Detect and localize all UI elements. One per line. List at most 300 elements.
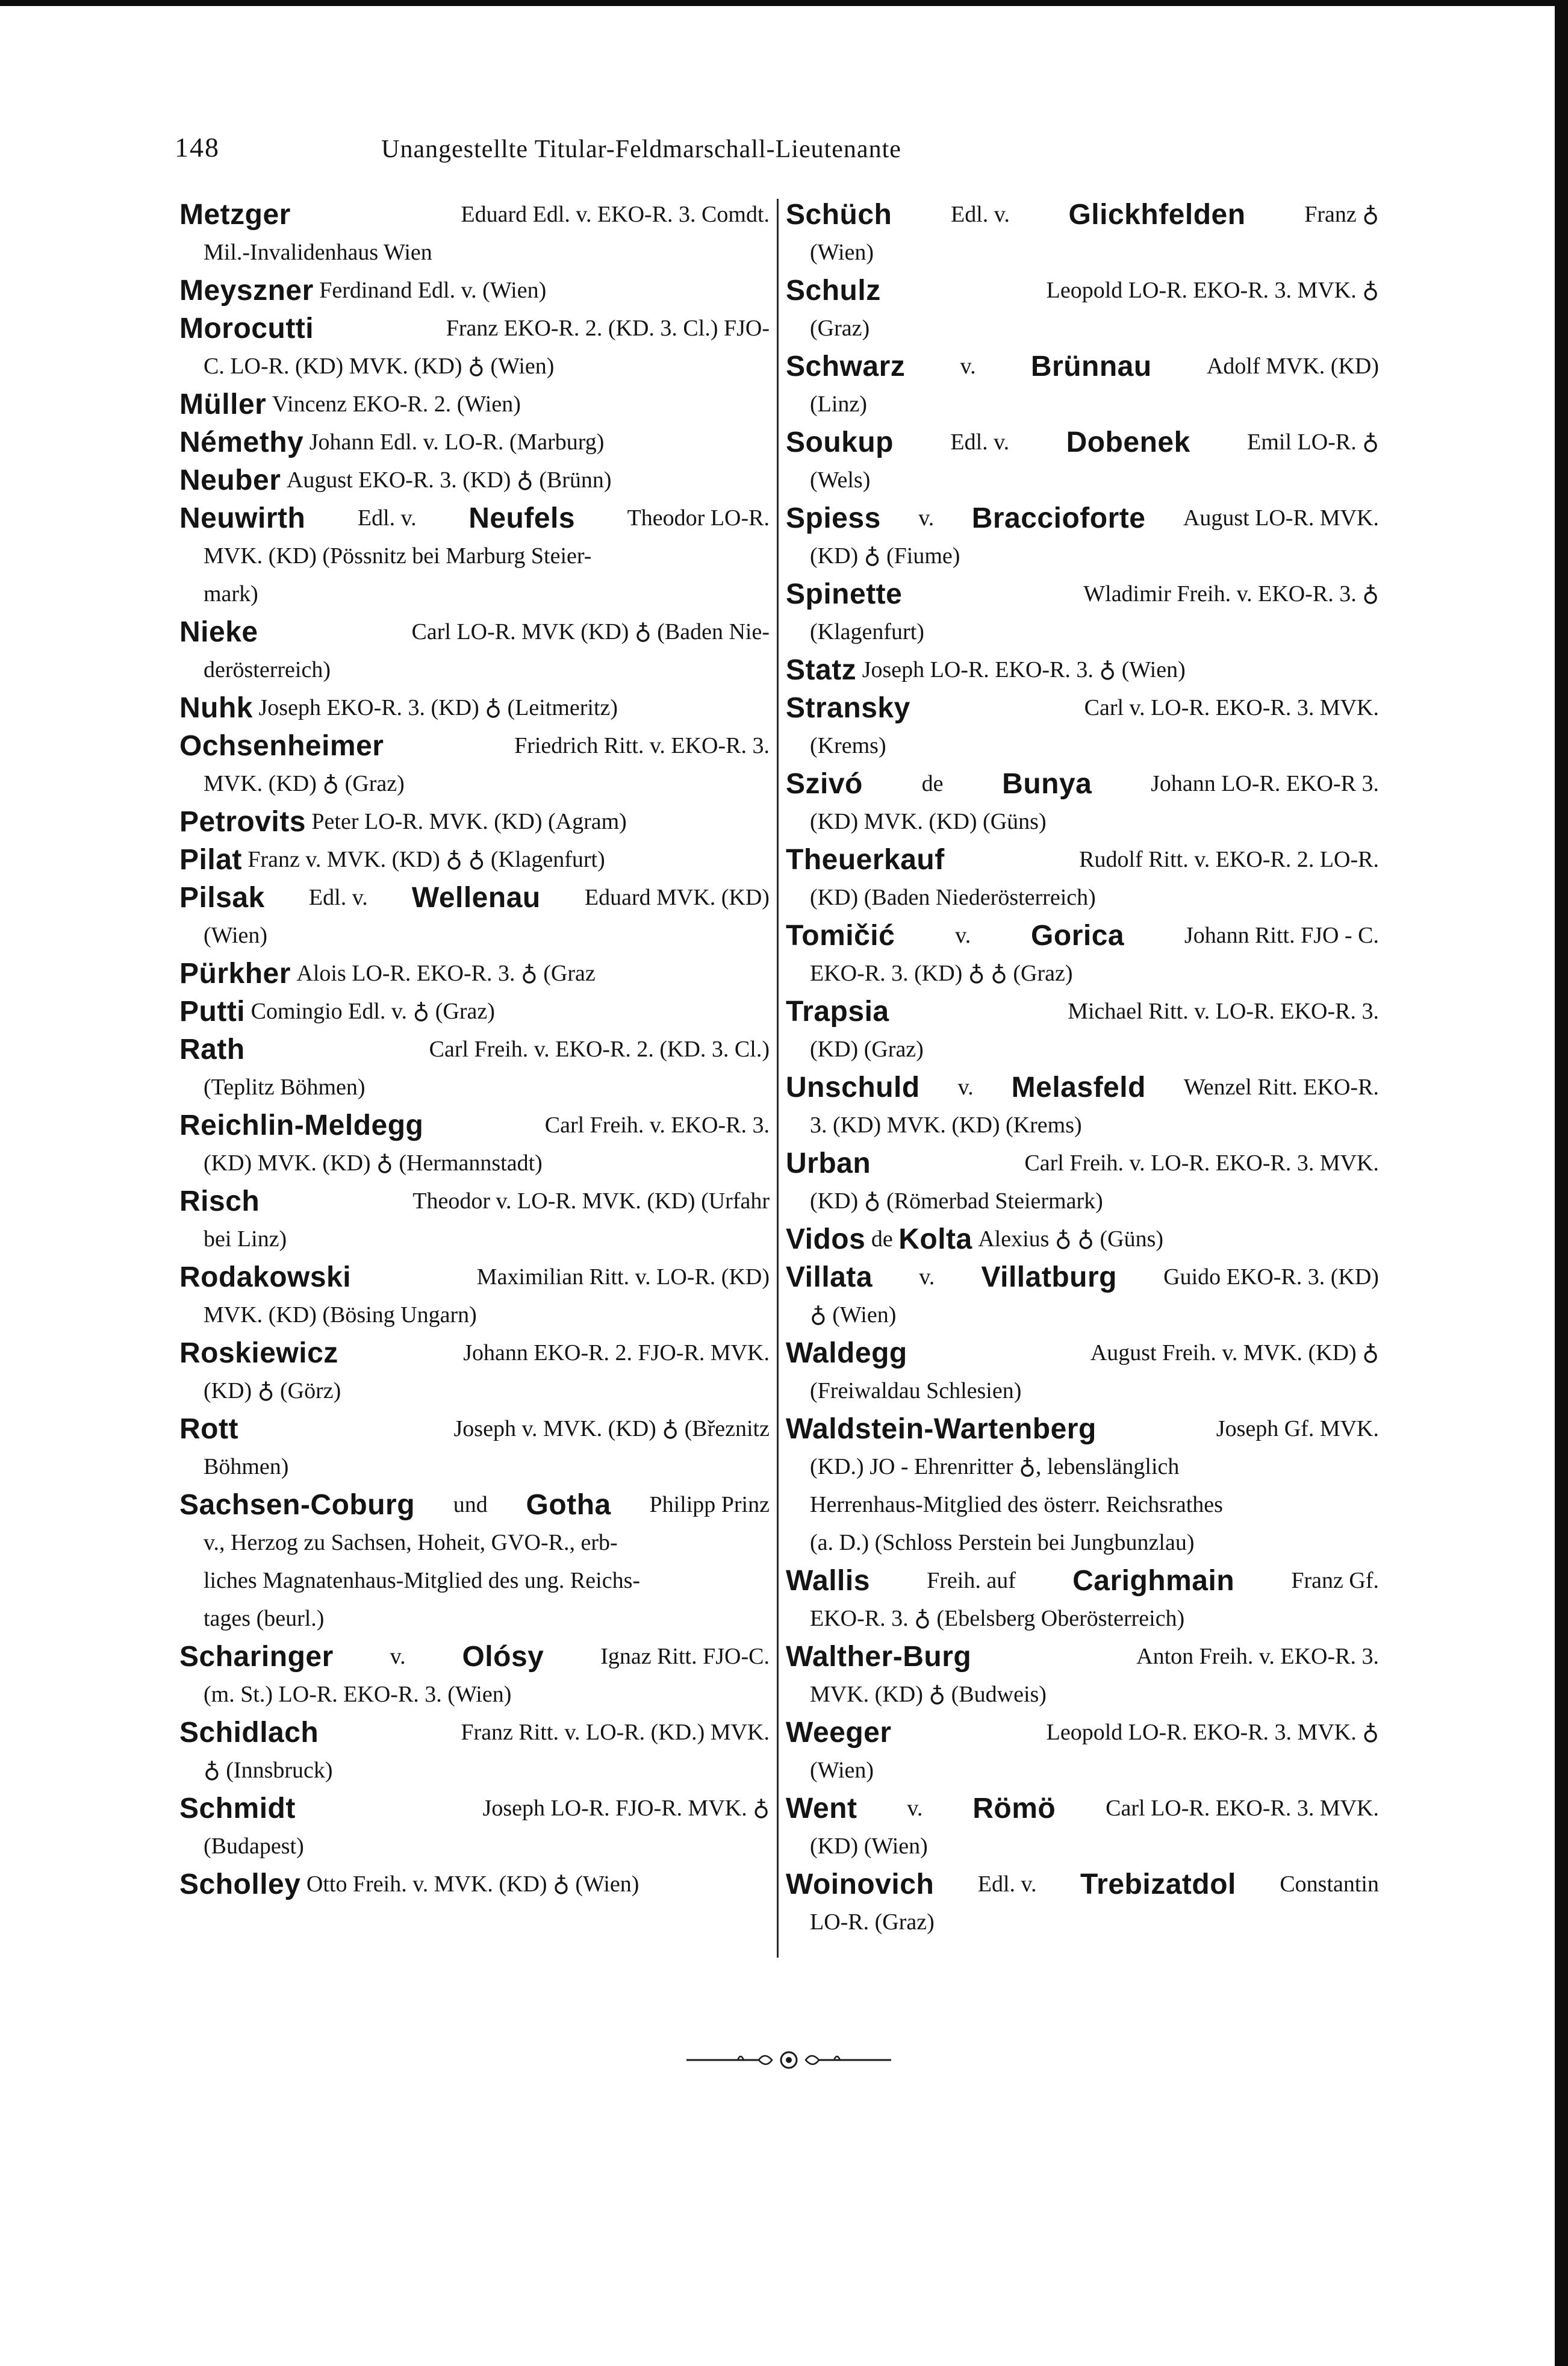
entry-line — [786, 1903, 1379, 1941]
entry-text: Carl LO-R. EKO-R. 3. MVK. — [1106, 1796, 1379, 1821]
entry-text: (m. St.) LO-R. EKO-R. 3. (Wien) — [204, 1682, 512, 1707]
entry — [786, 1562, 1379, 1638]
entry-line — [179, 727, 770, 765]
entry-text: Peter LO-R. MVK. (KD) (Agram) — [311, 809, 627, 834]
entry-text: derösterreich) — [204, 657, 331, 682]
entry-text: Constantin — [1280, 1871, 1379, 1897]
entry-text: Vincenz EKO-R. 2. (Wien) — [272, 392, 521, 417]
entry-text: MVK. (KD) (Bösing Ungarn) — [204, 1302, 477, 1328]
entry-line — [179, 234, 770, 272]
entry-text: v. — [957, 1075, 974, 1100]
left-column — [179, 196, 770, 1903]
entry-text: Comingio Edl. v. ♁ (Graz) — [250, 999, 495, 1024]
scan-edge-right — [1555, 0, 1568, 2366]
surname: Risch — [179, 1185, 260, 1217]
entry — [786, 196, 1379, 272]
entry-text: Michael Ritt. v. LO-R. EKO-R. 3. — [1068, 999, 1379, 1024]
entry-line — [786, 1220, 1379, 1258]
entry-text: ♁ (Wien) — [810, 1302, 897, 1328]
entry-line — [786, 537, 1379, 575]
entry-line — [179, 1524, 770, 1562]
entry-line — [179, 879, 770, 917]
entry-text: Eduard Edl. v. EKO-R. 3. Comdt. — [461, 202, 770, 227]
entry-line — [786, 727, 1379, 765]
entry-text: (Freiwaldau Schlesien) — [810, 1378, 1022, 1403]
entry-line — [179, 1069, 770, 1107]
surname: Kolta — [898, 1223, 972, 1255]
entry-text: (KD) (Baden Niederösterreich) — [810, 885, 1096, 910]
entry-line — [786, 917, 1379, 955]
surname: Gotha — [526, 1489, 611, 1521]
entry-line — [179, 917, 770, 955]
surname: Reichlin-Meldegg — [179, 1110, 424, 1141]
surname: Melasfeld — [1011, 1072, 1146, 1103]
entry-line — [179, 1031, 770, 1069]
entry-line — [786, 1714, 1379, 1752]
entry-line — [786, 993, 1379, 1031]
surname: Scharinger — [179, 1641, 334, 1673]
entry-line — [786, 423, 1379, 461]
entry-line — [179, 196, 770, 234]
entry-text: Edl. v. — [308, 885, 368, 910]
entry — [786, 917, 1379, 993]
surname: Carighmain — [1072, 1565, 1235, 1597]
surname: Stransky — [786, 692, 910, 724]
entry-text: Wladimir Freih. v. EKO-R. 3. ♁ — [1083, 581, 1379, 607]
surname: Pilsak — [179, 882, 265, 914]
entry-text: Joseph Gf. MVK. — [1216, 1416, 1379, 1441]
surname: Statz — [786, 654, 857, 686]
entry — [179, 879, 770, 955]
surname: Villata — [786, 1261, 873, 1293]
surname: Nuhk — [179, 692, 253, 724]
entry-text: Friedrich Ritt. v. EKO-R. 3. — [514, 733, 770, 758]
surname: Neuber — [179, 464, 281, 496]
entry-line — [786, 1334, 1379, 1372]
entry — [179, 272, 770, 310]
entry — [786, 1144, 1379, 1220]
entry-text: Maximilian Ritt. v. LO-R. (KD) — [476, 1264, 770, 1290]
surname: Ochsenheimer — [179, 730, 384, 762]
entry — [179, 689, 770, 727]
entry — [786, 689, 1379, 765]
entry-text: (Krems) — [810, 733, 886, 758]
entry-line — [179, 310, 770, 348]
entry — [179, 803, 770, 841]
entry-line — [179, 841, 770, 879]
entry-text: Herrenhaus-Mitglied des österr. Reichsrathes — [810, 1492, 1223, 1517]
entry-text: Carl v. LO-R. EKO-R. 3. MVK. — [1084, 695, 1379, 720]
entry — [179, 499, 770, 613]
entry-line — [786, 348, 1379, 385]
surname: Nieke — [179, 616, 258, 648]
entry-line — [179, 1638, 770, 1676]
surname: Rott — [179, 1413, 238, 1445]
entry-line — [179, 1790, 770, 1828]
entry — [179, 1790, 770, 1865]
surname: Szivó — [786, 768, 863, 800]
surname: Schmidt — [179, 1793, 296, 1824]
entry-text: Carl Freih. v. EKO-R. 2. (KD. 3. Cl.) — [429, 1037, 770, 1062]
entry-line — [786, 1790, 1379, 1828]
entry-text: Adolf MVK. (KD) — [1206, 354, 1379, 379]
entry — [786, 1714, 1379, 1790]
entry — [786, 1638, 1379, 1714]
surname: Trapsia — [786, 996, 889, 1028]
entry-text: Edl. v. — [951, 202, 1010, 227]
surname: Waldegg — [786, 1337, 907, 1369]
entry-line — [179, 1714, 770, 1752]
surname: Spiess — [786, 502, 881, 534]
page-header — [175, 131, 1108, 179]
entry-line — [786, 955, 1379, 993]
surname: Schulz — [786, 275, 881, 307]
entry-text: MVK. (KD) (Pössnitz bei Marburg Steier- — [204, 543, 592, 569]
entry — [786, 575, 1379, 651]
entry-line — [786, 272, 1379, 310]
entry — [786, 765, 1379, 841]
entry-line — [786, 499, 1379, 537]
entry-line — [179, 348, 770, 385]
entry — [179, 1334, 770, 1410]
entry-line — [179, 689, 770, 727]
entry-line — [179, 1828, 770, 1865]
entry-text: v., Herzog zu Sachsen, Hoheit, GVO-R., erb- — [204, 1530, 618, 1555]
entry-text: C. LO-R. (KD) MVK. (KD) ♁ (Wien) — [204, 354, 555, 379]
entry-line — [786, 1562, 1379, 1600]
surname: Villatburg — [981, 1261, 1117, 1293]
entry-text: Eduard MVK. (KD) — [584, 885, 770, 910]
entry-line — [786, 1752, 1379, 1790]
surname: Brünnau — [1030, 351, 1152, 382]
surname: Walther-Burg — [786, 1641, 972, 1673]
entry-text: v. — [918, 505, 935, 531]
entry-text: Johann Edl. v. LO-R. (Marburg) — [309, 429, 605, 455]
entry-text: Carl Freih. v. EKO-R. 3. — [544, 1113, 770, 1138]
entry-line — [786, 803, 1379, 841]
entry-line — [786, 1865, 1379, 1903]
entry-text: August EKO-R. 3. (KD) ♁ (Brünn) — [286, 467, 612, 493]
surname: Weeger — [786, 1717, 892, 1749]
entry-line — [179, 499, 770, 537]
surname: Morocutti — [179, 313, 314, 345]
entry-line — [179, 1562, 770, 1600]
surname: Theuerkauf — [786, 844, 945, 876]
entry — [179, 1410, 770, 1486]
entry-line — [786, 689, 1379, 727]
entry-text: (Wels) — [810, 467, 871, 493]
entry-text: Johann Ritt. FJO - C. — [1184, 923, 1379, 948]
entry-line — [179, 1372, 770, 1410]
entry-text: Freih. auf — [927, 1568, 1016, 1593]
entry — [179, 1865, 770, 1903]
entry-line — [786, 651, 1379, 689]
page-number: 148 — [175, 132, 220, 163]
entry-text: Carl Freih. v. LO-R. EKO-R. 3. MVK. — [1024, 1150, 1379, 1176]
entry-line — [786, 1144, 1379, 1182]
entry-line — [786, 1258, 1379, 1296]
entry-line — [786, 1410, 1379, 1448]
entry-text: liches Magnatenhaus-Mitglied des ung. Reichs- — [204, 1568, 641, 1593]
surname: Meyszner — [179, 275, 314, 307]
entry-line — [179, 1676, 770, 1714]
entry-line — [786, 1524, 1379, 1562]
entry — [179, 423, 770, 461]
surname: Braccioforte — [971, 502, 1146, 534]
entry-line — [786, 1448, 1379, 1486]
entry — [179, 196, 770, 272]
entry-line — [786, 1600, 1379, 1638]
entry-line — [179, 1865, 770, 1903]
entry-line — [786, 1031, 1379, 1069]
entry-line — [179, 575, 770, 613]
entry-text: Franz EKO-R. 2. (KD. 3. Cl.) FJO- — [446, 316, 770, 341]
surname: Went — [786, 1793, 857, 1824]
entry — [179, 1182, 770, 1258]
entry-text: Wenzel Ritt. EKO-R. — [1183, 1075, 1379, 1100]
entry-text: mark) — [204, 581, 258, 607]
surname: Scholley — [179, 1868, 301, 1900]
entry-line — [179, 272, 770, 310]
entry-text: (Wien) — [810, 1758, 874, 1783]
entry-line — [786, 461, 1379, 499]
entry — [179, 1486, 770, 1638]
entry-line — [786, 1638, 1379, 1676]
entry — [179, 1107, 770, 1182]
entry — [786, 499, 1379, 575]
entry-text: de — [871, 1226, 893, 1252]
entry-line — [786, 1372, 1379, 1410]
entry-text: Franz Gf. — [1291, 1568, 1379, 1593]
entry — [786, 841, 1379, 917]
entry-text: Joseph EKO-R. 3. (KD) ♁ (Leitmeritz) — [258, 695, 618, 720]
entry-text: de — [921, 771, 944, 796]
entry-text: (KD) (Wien) — [810, 1834, 928, 1859]
entry-text: (KD.) JO - Ehrenritter ♁, lebenslänglich — [810, 1454, 1180, 1479]
entry-text: (KD) ♁ (Görz) — [204, 1378, 341, 1403]
entry-line — [179, 385, 770, 423]
entry-text: Franz Ritt. v. LO-R. (KD.) MVK. — [461, 1720, 770, 1745]
entry-text: MVK. (KD) ♁ (Graz) — [204, 771, 405, 796]
entry-text: (KD) ♁ (Fiume) — [810, 543, 960, 569]
entry-line — [179, 651, 770, 689]
surname: Neufels — [468, 502, 576, 534]
entry — [786, 348, 1379, 423]
entry-line — [786, 1296, 1379, 1334]
running-head: Unangestellte Titular-Feldmarschall-Lieutenante — [381, 136, 901, 163]
entry-text: 3. (KD) MVK. (KD) (Krems) — [810, 1113, 1082, 1138]
entry-text: Leopold LO-R. EKO-R. 3. MVK. ♁ — [1046, 278, 1379, 303]
surname: Rodakowski — [179, 1261, 352, 1293]
entry-line — [179, 1448, 770, 1486]
surname: Gorica — [1031, 920, 1125, 952]
entry-line — [179, 1144, 770, 1182]
tailpiece-ornament — [686, 2045, 891, 2075]
entry-text: LO-R. (Graz) — [810, 1909, 935, 1935]
entry — [786, 1220, 1379, 1258]
entry — [179, 993, 770, 1031]
entry-line — [179, 1258, 770, 1296]
entry-line — [786, 196, 1379, 234]
entry-line — [786, 1069, 1379, 1107]
entry-text: Rudolf Ritt. v. EKO-R. 2. LO-R. — [1079, 847, 1379, 872]
entry-text: Joseph LO-R. EKO-R. 3. ♁ (Wien) — [862, 657, 1186, 682]
entry — [179, 310, 770, 385]
entry — [786, 272, 1379, 348]
entry-line — [786, 575, 1379, 613]
entry-text: Alois LO-R. EKO-R. 3. ♁ (Graz — [296, 961, 596, 986]
entry-line — [179, 1600, 770, 1638]
entry-text: und — [453, 1492, 488, 1517]
surname: Waldstein-Wartenberg — [786, 1413, 1097, 1445]
entry-text: Johann EKO-R. 2. FJO-R. MVK. — [463, 1340, 770, 1366]
entry-line — [179, 613, 770, 651]
entry-line — [786, 234, 1379, 272]
entry-text: Ignaz Ritt. FJO-C. — [600, 1644, 770, 1669]
surname: Neuwirth — [179, 502, 306, 534]
entry-text: EKO-R. 3. ♁ (Ebelsberg Oberösterreich) — [810, 1606, 1185, 1631]
entry-text: August LO-R. MVK. — [1183, 505, 1379, 531]
entry-text: bei Linz) — [204, 1226, 287, 1252]
entry-text: (a. D.) (Schloss Perstein bei Jungbunzlau) — [810, 1530, 1195, 1555]
entry-line — [179, 803, 770, 841]
entry-line — [179, 993, 770, 1031]
entry-line — [786, 385, 1379, 423]
entry-text: (Budapest) — [204, 1834, 304, 1859]
entry-text: Emil LO-R. ♁ — [1247, 429, 1379, 455]
entry-line — [786, 1828, 1379, 1865]
entry-text: Theodor LO-R. — [627, 505, 770, 531]
entry-text: Theodor v. LO-R. MVK. (KD) (Urfahr — [412, 1188, 770, 1214]
entry — [786, 1258, 1379, 1334]
entry-text: Philipp Prinz — [649, 1492, 770, 1517]
right-column — [786, 196, 1379, 1941]
entry — [179, 613, 770, 689]
surname: Tomičić — [786, 920, 895, 952]
entry — [179, 1638, 770, 1714]
entry-text: (Klagenfurt) — [810, 619, 924, 645]
entry-text: Joseph LO-R. FJO-R. MVK. ♁ — [482, 1796, 770, 1821]
surname: Schwarz — [786, 351, 906, 382]
entry — [179, 1031, 770, 1107]
entry-line — [786, 1107, 1379, 1144]
surname: Woinovich — [786, 1868, 935, 1900]
surname: Wallis — [786, 1565, 870, 1597]
surname: Rath — [179, 1034, 245, 1066]
entry-text: Otto Freih. v. MVK. (KD) ♁ (Wien) — [306, 1871, 639, 1897]
surname: Putti — [179, 996, 246, 1028]
entry-text: Böhmen) — [204, 1454, 289, 1479]
entry-text: (Graz) — [810, 316, 870, 341]
surname: Pilat — [179, 844, 242, 876]
entry-text: Edl. v. — [357, 505, 417, 531]
surname: Némethy — [179, 426, 304, 458]
entry — [179, 385, 770, 423]
surname: Vidos — [786, 1223, 866, 1255]
surname: Soukup — [786, 426, 894, 458]
entry-text: (Wien) — [204, 923, 268, 948]
entry — [179, 1714, 770, 1790]
entry — [786, 1790, 1379, 1865]
entry-text: Guido EKO-R. 3. (KD) — [1163, 1264, 1379, 1290]
entry-text: Edl. v. — [950, 429, 1010, 455]
column-divider — [777, 199, 779, 1958]
entry-text: (KD) MVK. (KD) (Güns) — [810, 809, 1047, 834]
entry — [179, 955, 770, 993]
entry-text: August Freih. v. MVK. (KD) ♁ — [1090, 1340, 1379, 1366]
entry-line — [786, 1676, 1379, 1714]
entry-text: v. — [907, 1796, 923, 1821]
surname: Spinette — [786, 578, 903, 610]
entry-line — [179, 1486, 770, 1524]
entry-line — [786, 765, 1379, 803]
entry-line — [179, 765, 770, 803]
surname: Schidlach — [179, 1717, 319, 1749]
entry — [786, 1069, 1379, 1144]
entry-text: (Linz) — [810, 392, 867, 417]
entry-line — [786, 879, 1379, 917]
entry-line — [179, 1296, 770, 1334]
entry-text: Franz ♁ — [1304, 202, 1379, 227]
surname: Petrovits — [179, 806, 306, 838]
entry-text: v. — [955, 923, 971, 948]
entry-text: Franz v. MVK. (KD) ♁ ♁ (Klagenfurt) — [247, 847, 605, 872]
entry — [179, 1258, 770, 1334]
entry-line — [786, 841, 1379, 879]
entry — [786, 1334, 1379, 1410]
entry-line — [179, 1220, 770, 1258]
entry-line — [179, 1410, 770, 1448]
entry — [179, 841, 770, 879]
entry-text: ♁ (Innsbruck) — [204, 1758, 333, 1783]
entry — [786, 1865, 1379, 1941]
entry — [179, 727, 770, 803]
entry — [786, 1410, 1379, 1562]
surname: Sachsen-Coburg — [179, 1489, 415, 1521]
surname: Olósy — [462, 1641, 544, 1673]
entry-text: v. — [390, 1644, 406, 1669]
surname: Dobenek — [1066, 426, 1190, 458]
entry-line — [179, 1334, 770, 1372]
surname: Urban — [786, 1147, 871, 1179]
surname: Pürkher — [179, 958, 291, 990]
entry-text: (Teplitz Böhmen) — [204, 1075, 366, 1100]
surname: Trebizatdol — [1080, 1868, 1236, 1900]
surname: Schüch — [786, 199, 892, 231]
surname: Metzger — [179, 199, 291, 231]
entry — [786, 651, 1379, 689]
surname: Wellenau — [411, 882, 541, 914]
entry-text: tages (beurl.) — [204, 1606, 325, 1631]
entry-text: Joseph v. MVK. (KD) ♁ (Březnitz — [453, 1416, 770, 1441]
entry-text: Ferdinand Edl. v. (Wien) — [319, 278, 547, 303]
entry-line — [179, 461, 770, 499]
surname: Römö — [972, 1793, 1056, 1824]
entry-text: Alexius ♁ ♁ (Güns) — [978, 1226, 1164, 1252]
entry-text: Mil.-Invalidenhaus Wien — [204, 240, 432, 265]
entry-text: Johann LO-R. EKO-R 3. — [1151, 771, 1379, 796]
entry — [179, 461, 770, 499]
entry-line — [179, 955, 770, 993]
entry-text: EKO-R. 3. (KD) ♁ ♁ (Graz) — [810, 961, 1073, 986]
entry-text: (KD) MVK. (KD) ♁ (Hermannstadt) — [204, 1150, 543, 1176]
surname: Glickhfelden — [1068, 199, 1246, 231]
entry-line — [786, 1182, 1379, 1220]
entry-text: Carl LO-R. MVK (KD) ♁ (Baden Nie- — [411, 619, 770, 645]
surname: Roskiewicz — [179, 1337, 338, 1369]
entry-text: MVK. (KD) ♁ (Budweis) — [810, 1682, 1047, 1707]
entry-text: Anton Freih. v. EKO-R. 3. — [1136, 1644, 1379, 1669]
